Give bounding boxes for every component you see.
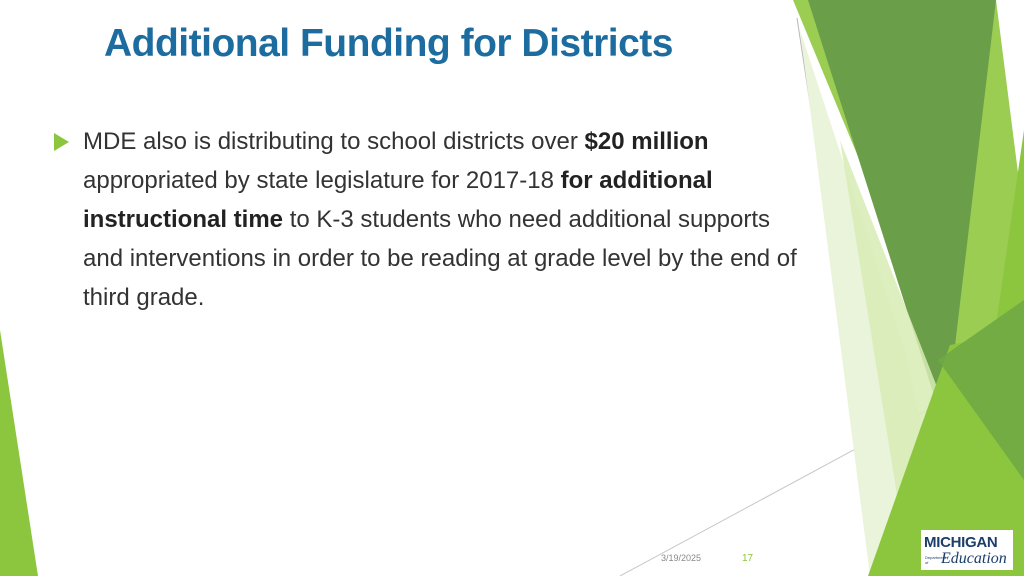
bullet-arrow-icon [54,133,69,151]
bullet-text [83,122,814,317]
footer-date: 3/19/2025 [661,553,702,563]
bullet-bold-purpose: for additional instructional time [83,167,713,233]
bullet-text-part: appropriated by state legislature for 2017-18 [83,167,561,194]
bullet-text-part: to K-3 students who need additional supports and interventions in order to be reading at grade level by the end of third grade. [83,206,797,311]
slide-title: Additional Funding for Districts [104,22,673,65]
page-number: 17 [742,553,754,564]
logo-education-text: Education [941,550,1007,567]
logo-michigan-text: MICHIGAN [924,534,998,551]
facet-left-green [0,330,38,576]
bullet-item [54,122,814,317]
bullet-bold-amount: $20 million [584,128,709,155]
logo-department-text: Department of [925,555,946,565]
michigan-education-logo [921,530,1013,570]
bullet-text-part: MDE also is distributing to school districts over [83,128,585,155]
